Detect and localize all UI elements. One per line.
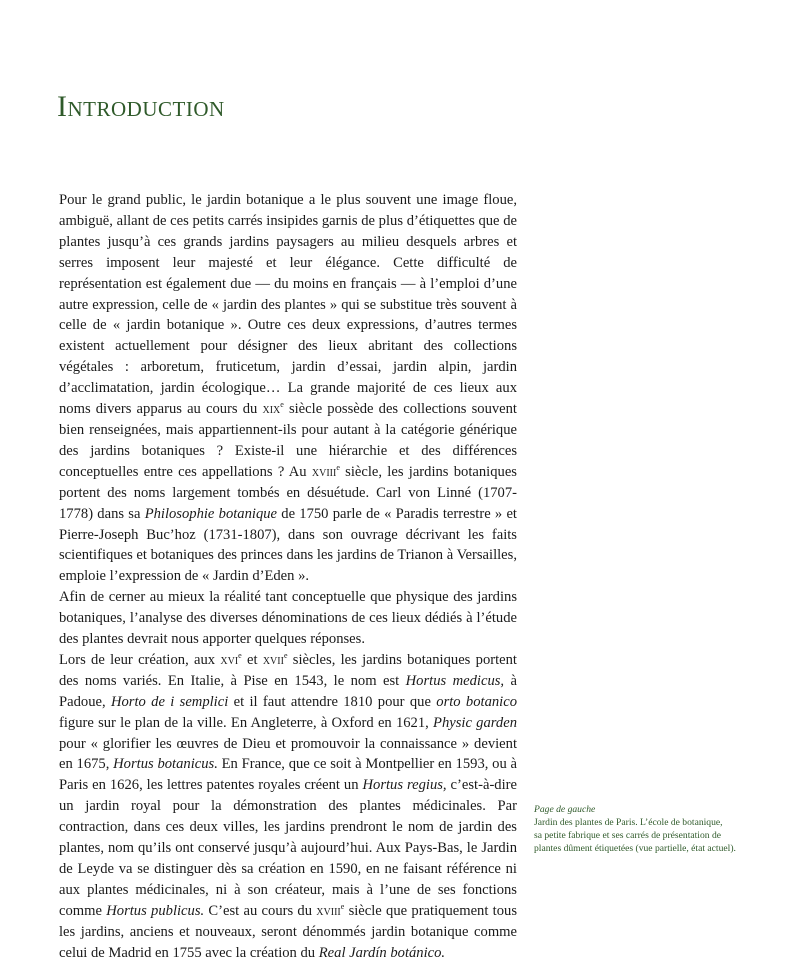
- text-run: En France, que ce soit à Montpellier en 1593, ou à Paris en 1626, les lettres patentes royales créent un: [59, 756, 517, 794]
- text-run: et il faut attendre 1810 pour que: [228, 693, 437, 710]
- superscript: e: [280, 400, 284, 410]
- century-numeral: xviii: [311, 463, 337, 480]
- text-run: siècles, les jardins botaniques portent des noms variés. En Italie, à Pise en 1543, le nom est: [59, 651, 517, 689]
- italic-term: orto botanico: [436, 693, 517, 710]
- text-run: C’est au cours du: [204, 902, 317, 919]
- text-run: siècle, les jardins botaniques portent des noms largement tombés en désuétude. Carl von Linné (1707-1778) dans sa: [59, 463, 517, 522]
- caption-heading: Page de gauche: [534, 804, 596, 815]
- page-title: Introduction: [57, 90, 225, 123]
- text-run: figure sur le plan de la ville. En Angleterre, à Oxford en 1621,: [59, 714, 434, 731]
- paragraph-2: Afin de cerner au mieux la réalité tant conceptuelle que physique des jardins botaniques, l’analyse des diverses dénominations de ces lieux dédiés à l’étude des plantes devrait nous apporter quelques réponses.: [59, 589, 517, 648]
- body-text: [59, 190, 517, 964]
- italic-term: Real Jardín botánico.: [318, 944, 446, 961]
- paragraph-3: [59, 650, 517, 964]
- superscript: e: [238, 651, 242, 661]
- text-run: siècle que pratiquement tous les jardins, anciens et nouveaux, seront dénommés jardin botanique comme celui de Madrid en 1755 avec la création du: [59, 902, 517, 961]
- century-numeral: xviii: [316, 902, 341, 919]
- italic-term: Hortus medicus,: [405, 672, 505, 689]
- text-run: pour « glorifier les œuvres de Dieu et promouvoir la connaissance » devient en 1675,: [59, 735, 517, 773]
- image-caption: [534, 803, 774, 855]
- italic-term: Horto de i semplici: [110, 693, 229, 710]
- caption-line: plantes dûment étiquetées (vue partielle, état actuel).: [534, 843, 736, 854]
- caption-line: sa petite fabrique et ses carrés de présentation de: [534, 830, 721, 841]
- text-run: siècle possède des collections souvent bien renseignées, mais appartiennent-ils pour autant à la catégorie générique des jardins botaniques ? Existe-il une hiérarchie et des différences conceptuelles entre ces appellations ? Au: [59, 401, 517, 480]
- text-run: c’est-à-dire un jardin royal pour la démonstration des plantes médicinales. Par contraction, dans ces deux villes, les jardins prendront le nom de jardin des plantes, nom qu’ils ont conservé jusqu’à aujourd’hui. Aux Pays-Bas, le Jardin de Leyde va se distinguer dès sa création en 1590, en ne faisant référence ni aux plantes médicinales, ni à son créateur, mais à l’une de ses fonctions comme: [59, 777, 517, 919]
- superscript: e: [336, 462, 340, 472]
- italic-term: Hortus regius,: [362, 777, 447, 794]
- text-run: de 1750 parle de « Paradis terrestre » et Pierre-Joseph Buc’hoz (1731-1807), dans son ouvrage décrivant les faits scientifiques et botaniques des princes dans les jardins de Trianon à Versailles, emploie l’expression de « Jardin d’Eden ».: [59, 505, 517, 585]
- century-numeral: xvii: [262, 651, 284, 668]
- italic-term: Physic garden: [433, 714, 517, 731]
- italic-term: Hortus botanicus.: [113, 756, 218, 773]
- text-run: Pour le grand public, le jardin botanique a le plus souvent une image floue, ambiguë, allant de ces petits carrés insipides garnis de plus d’étiquettes que de plantes jusqu’à ces grands jardins paysagers au milieu desquels arbres et serres imposent leur majesté et leur élégance. Cette difficulté de représentation est également due — du moins en français — à l’emploi d’une autre expression, celle de « jardin des plantes » qui se substitue très souvent à celle de « jardin botanique ». Outre ces deux expressions, d’autres termes existent actuellement pour désigner des lieux abritant des collections végétales : arboretum, fruticetum, jardin d’essai, jardin alpin, jardin d’acclimatation, jardin écologique… La grande majorité de ces lieux aux noms divers apparus au cours du: [59, 192, 517, 418]
- superscript: e: [283, 651, 288, 661]
- century-numeral: xix: [262, 401, 281, 418]
- text-run: Lors de leur création, aux: [59, 651, 221, 668]
- paragraph-1: [59, 190, 517, 587]
- italic-title: Philosophie botanique: [144, 505, 278, 522]
- superscript: e: [340, 901, 345, 911]
- text-run: et: [241, 651, 263, 668]
- italic-term: Hortus publicus.: [106, 902, 205, 919]
- century-numeral: xvi: [220, 651, 239, 668]
- text-run: à Padoue,: [59, 672, 517, 710]
- caption-line: Jardin des plantes de Paris. L’école de botanique,: [534, 817, 723, 828]
